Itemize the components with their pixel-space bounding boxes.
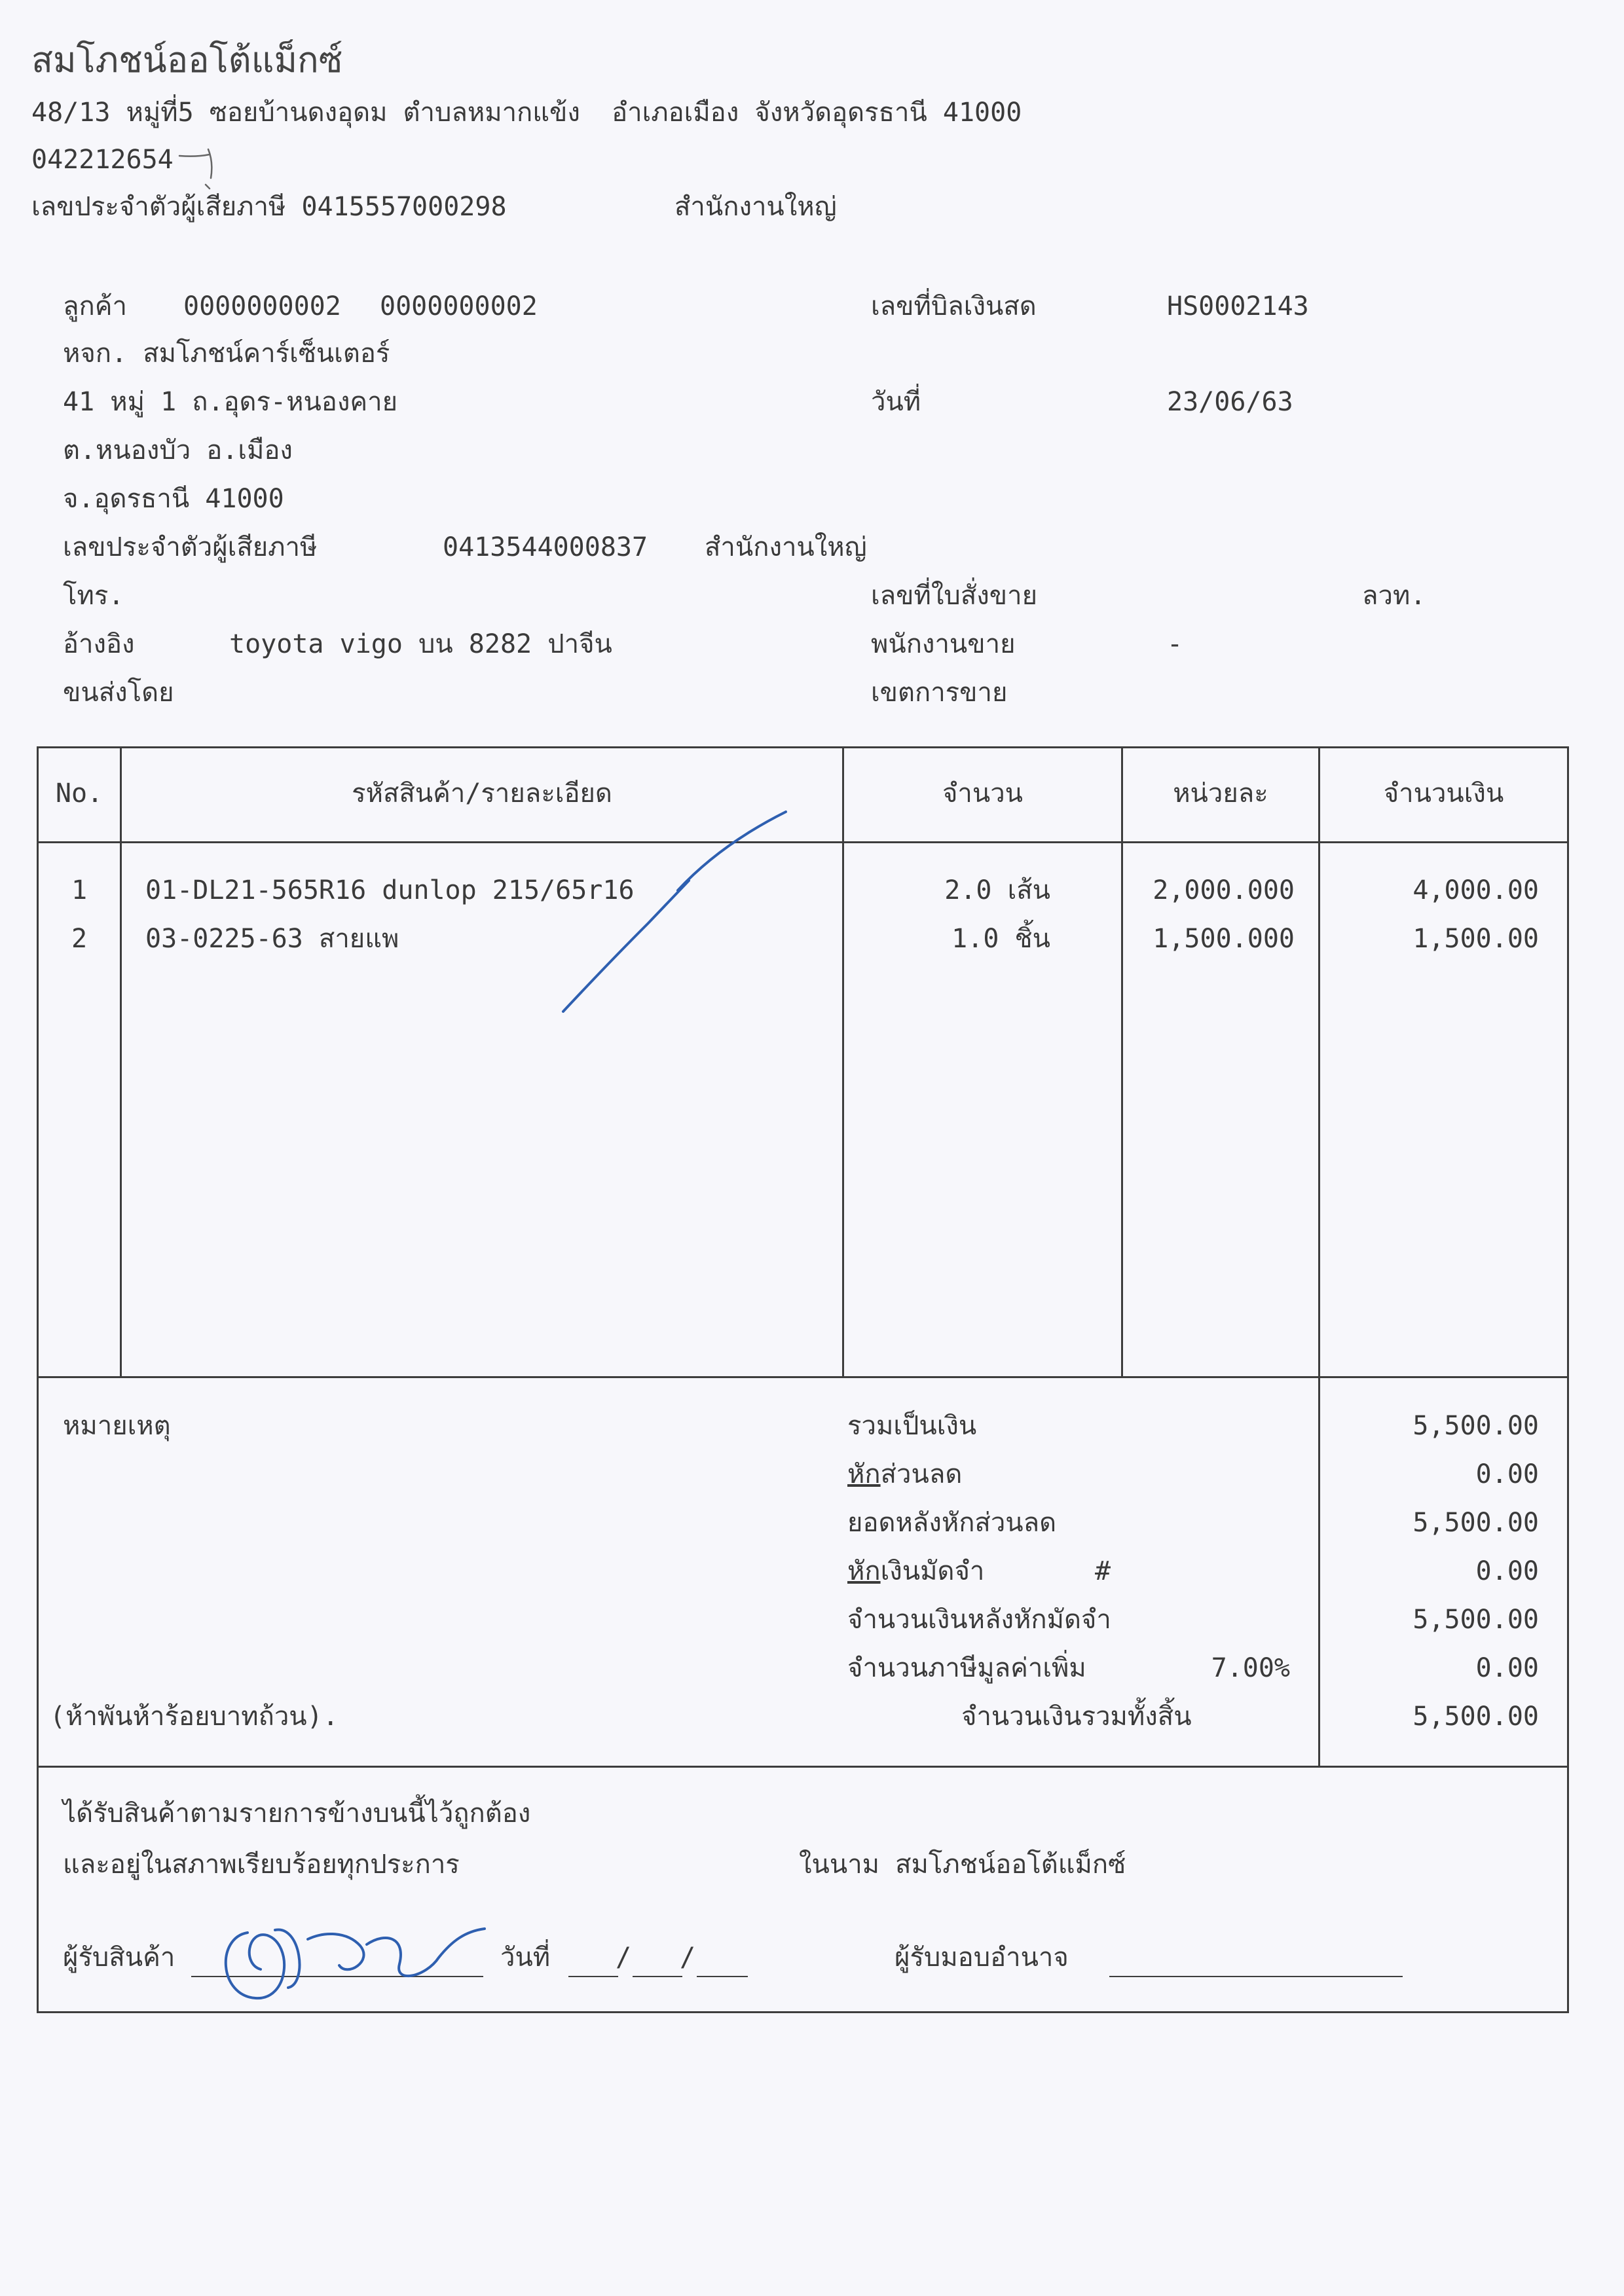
col-divider-no [120,746,122,1376]
company-address: 48/13 หมู่ที่5 ซอยบ้านดงอุดม ตำบลหมากแข้ง อำเภอเมือง จังหวัดอุดรธานี 41000 [31,98,1022,128]
deposit-suffix: เงินมัดจำ [880,1556,985,1586]
customer-tax-label: เลขประจำตัวผู้เสียภาษี [63,532,318,562]
vat-label: จำนวนภาษีมูลค่าเพิ่ม [847,1653,1086,1683]
discount-prefix: หัก [847,1459,881,1489]
customer-branch: สำนักงานใหญ่ [705,532,867,562]
customer-name: หจก. สมโภชน์คาร์เซ็นเตอร์ [63,338,390,369]
customer-phone-label: โทร. [63,581,124,611]
customer-address-1: 41 หมู่ 1 ถ.อุดร-หนองคาย [63,387,398,417]
total-value: 5,500.00 [1412,1411,1539,1441]
col-divider-desc [842,746,844,1376]
table-row-1-no: 1 [71,875,88,905]
remark-label: หมายเหตุ [63,1411,171,1441]
receive-date-day[interactable] [568,1976,618,1977]
date-separator-2: / [680,1942,696,1973]
shipping-label: ขนส่งโดย [63,678,174,708]
grand-total-value: 5,500.00 [1412,1702,1539,1732]
order-number-label: เลขที่ใบสั่งขาย [871,581,1038,611]
receive-date-label: วันที่ [500,1942,551,1973]
header-amount: จำนวนเงิน [1383,778,1504,809]
company-phone: 042212654 [31,145,174,175]
bill-number-label: เลขที่บิลเงินสด [871,291,1037,321]
authorized-label: ผู้รับมอบอำนาจ [895,1942,1069,1973]
table-row-1-unit-price: 2,000.000 [1153,875,1295,905]
phone-annotation-mark [177,145,236,191]
table-row-2-quantity: 1.0 ชิ้น [951,924,1050,954]
company-tax-id: เลขประจำตัวผู้เสียภาษี 0415557000298 [31,192,507,222]
received-statement-1: ได้รับสินค้าตามรายการข้างบนนี้ไว้ถูกต้อง [63,1798,531,1829]
customer-code-1: 0000000002 [183,291,341,321]
company-name: สมโภชน์ออโต้แม็กซ์ [31,39,343,81]
col-divider-qty [1121,746,1123,1376]
receive-date-month[interactable] [633,1976,682,1977]
customer-address-3: จ.อุดรธานี 41000 [63,484,284,514]
header-quantity: จำนวน [942,778,1024,809]
bill-date: 23/06/63 [1167,387,1293,417]
handwritten-signature [210,1905,498,2010]
salesperson-label: พนักงานขาย [871,629,1016,659]
after-deposit-label: จำนวนเงินหลังหักมัดจำ [847,1605,1111,1635]
customer-code-2: 0000000002 [380,291,538,321]
vat-rate: 7.00% [1211,1653,1290,1683]
grand-total-label: จำนวนเงินรวมทั้งสิ้น [961,1702,1192,1732]
date-separator-1: / [616,1942,632,1973]
received-statement-2: และอยู่ในสภาพเรียบร้อยทุกประการ [63,1850,460,1880]
table-row-1-quantity: 2.0 เส้น [944,875,1050,905]
header-description: รหัสสินค้า/รายละเอียด [352,778,612,809]
table-body-divider [37,1376,1569,1378]
table-row-2-no: 2 [71,924,88,954]
sales-region-label: เขตการขาย [871,678,1008,708]
after-deposit-value: 5,500.00 [1412,1605,1539,1635]
after-discount-label: ยอดหลังหักส่วนลด [847,1508,1057,1538]
summary-divider [37,1766,1569,1768]
discount-label [847,1459,962,1490]
receiver-label: ผู้รับสินค้า [63,1942,175,1973]
deposit-prefix: หัก [847,1556,881,1586]
discount-value: 0.00 [1475,1459,1539,1489]
salesperson: - [1167,629,1183,659]
authorized-signature-line[interactable] [1109,1976,1403,1977]
table-row-2-description: 03-0225-63 สายแพ [145,924,399,954]
after-discount-value: 5,500.00 [1412,1508,1539,1538]
vat-value: 0.00 [1475,1653,1539,1683]
table-row-2-unit-price: 1,500.000 [1153,924,1295,954]
bill-number: HS0002143 [1167,291,1309,321]
on-behalf-of: ในนาม สมโภชน์ออโต้แม็กซ์ [799,1850,1126,1880]
company-branch: สำนักงานใหญ่ [674,192,837,222]
reference-value: toyota vigo บน 8282 ปาจีน [229,629,612,659]
order-number: ลวท. [1362,581,1426,611]
customer-address-2: ต.หนองบัว อ.เมือง [63,435,293,465]
customer-label: ลูกค้า [63,291,127,321]
amount-in-words: (ห้าพันห้าร้อยบาทถ้วน). [50,1702,339,1732]
table-row-1-description: 01-DL21-565R16 dunlop 215/65r16 [145,875,635,905]
reference-label: อ้างอิง [63,629,135,659]
pen-stroke-mark [550,799,812,1021]
deposit-hash: # [1095,1556,1111,1586]
table-row-2-amount: 1,500.00 [1412,924,1539,954]
table-row-1-amount: 4,000.00 [1412,875,1539,905]
header-unit-price: หน่วยละ [1173,778,1268,809]
deposit-label [847,1556,984,1587]
customer-tax-id: 0413544000837 [443,532,648,562]
deposit-value: 0.00 [1475,1556,1539,1586]
receive-date-year[interactable] [697,1976,748,1977]
header-no: No. [55,778,103,809]
bill-date-label: วันที่ [871,387,921,417]
discount-suffix: ส่วนลด [880,1459,963,1489]
total-label: รวมเป็นเงิน [847,1411,977,1441]
